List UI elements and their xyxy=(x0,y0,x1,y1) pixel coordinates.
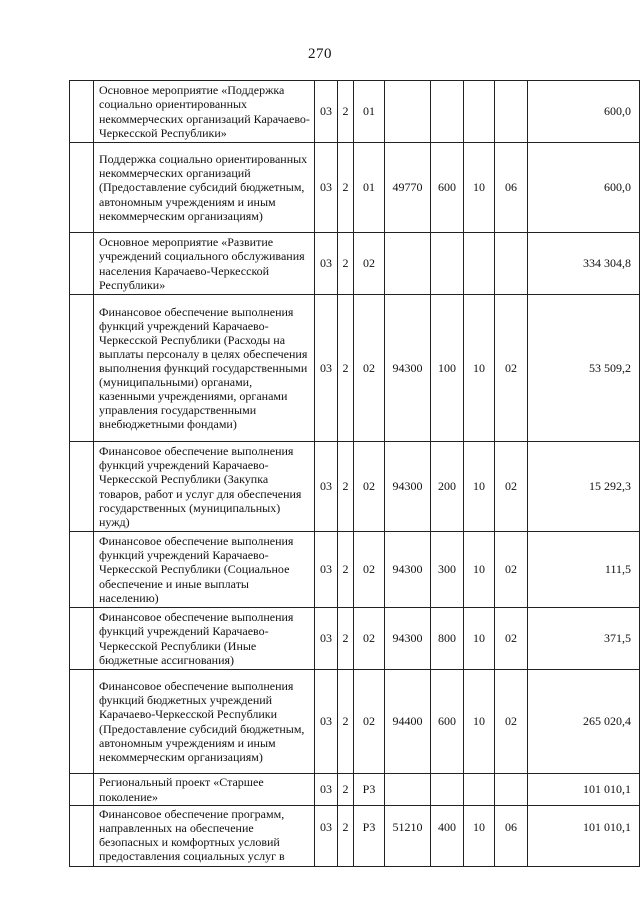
direction-code: 01 xyxy=(354,143,385,233)
program-code: 03 xyxy=(315,143,338,233)
row-index-cell xyxy=(70,608,94,670)
amount: 53 509,2 xyxy=(528,295,640,442)
row-name: Основное мероприятие «Развитие учреждений социального обслуживания населения Карачаево-Черкесской Республики» xyxy=(94,233,315,295)
amount: 334 304,8 xyxy=(528,233,640,295)
expense-code: 94300 xyxy=(385,442,431,532)
amount: 101 010,1 xyxy=(528,774,640,806)
program-code: 03 xyxy=(315,295,338,442)
direction-code: 01 xyxy=(354,81,385,143)
table-row xyxy=(70,442,640,532)
direction-code: 02 xyxy=(354,608,385,670)
section-code: 10 xyxy=(464,143,495,233)
expense-code: 94300 xyxy=(385,295,431,442)
amount: 111,5 xyxy=(528,532,640,608)
subsection-code: 06 xyxy=(495,806,528,867)
row-name: Поддержка социально ориентированных некоммерческих организаций (Предоставление субсидий бюджетным, автономным учреждениям и иным некоммерческим организациям) xyxy=(94,143,315,233)
table-row xyxy=(70,295,640,442)
subsection-code xyxy=(495,233,528,295)
subprogram-code: 2 xyxy=(338,774,354,806)
row-index-cell xyxy=(70,295,94,442)
row-index-cell xyxy=(70,143,94,233)
table-row xyxy=(70,81,640,143)
program-code: 03 xyxy=(315,608,338,670)
row-index-cell xyxy=(70,233,94,295)
subprogram-code: 2 xyxy=(338,81,354,143)
table-row xyxy=(70,806,640,867)
amount: 371,5 xyxy=(528,608,640,670)
expense-code: 94400 xyxy=(385,670,431,774)
program-code: 03 xyxy=(315,233,338,295)
subsection-code: 02 xyxy=(495,295,528,442)
subsection-code: 02 xyxy=(495,608,528,670)
subprogram-code: 2 xyxy=(338,532,354,608)
expense-type-code xyxy=(431,233,464,295)
row-name: Финансовое обеспечение программ, направленных на обеспечение безопасных и комфортных условий предоставления социальных услуг в xyxy=(94,806,315,867)
direction-code: 02 xyxy=(354,233,385,295)
section-code: 10 xyxy=(464,295,495,442)
direction-code: 02 xyxy=(354,442,385,532)
section-code xyxy=(464,233,495,295)
expense-type-code: 800 xyxy=(431,608,464,670)
amount: 265 020,4 xyxy=(528,670,640,774)
row-index-cell xyxy=(70,806,94,867)
table-row xyxy=(70,143,640,233)
row-name: Финансовое обеспечение выполнения функций учреждений Карачаево-Черкесской Республики (Иные бюджетные ассигнования) xyxy=(94,608,315,670)
program-code: 03 xyxy=(315,774,338,806)
subprogram-code: 2 xyxy=(338,233,354,295)
expense-type-code xyxy=(431,774,464,806)
row-index-cell xyxy=(70,532,94,608)
row-index-cell xyxy=(70,81,94,143)
subsection-code: 06 xyxy=(495,143,528,233)
subsection-code: 02 xyxy=(495,442,528,532)
direction-code: 02 xyxy=(354,670,385,774)
expense-code xyxy=(385,774,431,806)
expense-code: 94300 xyxy=(385,532,431,608)
page-number: 270 xyxy=(308,46,332,62)
table-row xyxy=(70,532,640,608)
table-row xyxy=(70,670,640,774)
section-code: 10 xyxy=(464,670,495,774)
section-code: 10 xyxy=(464,608,495,670)
subprogram-code: 2 xyxy=(338,143,354,233)
section-code: 10 xyxy=(464,806,495,867)
section-code: 10 xyxy=(464,532,495,608)
table-row xyxy=(70,233,640,295)
program-code: 03 xyxy=(315,670,338,774)
section-code: 10 xyxy=(464,442,495,532)
budget-table xyxy=(69,80,640,867)
amount: 600,0 xyxy=(528,143,640,233)
expense-type-code: 600 xyxy=(431,670,464,774)
amount: 101 010,1 xyxy=(528,806,640,867)
expense-code: 49770 xyxy=(385,143,431,233)
subprogram-code: 2 xyxy=(338,608,354,670)
row-index-cell xyxy=(70,774,94,806)
expense-code xyxy=(385,81,431,143)
subprogram-code: 2 xyxy=(338,442,354,532)
program-code: 03 xyxy=(315,532,338,608)
amount: 600,0 xyxy=(528,81,640,143)
expense-code: 94300 xyxy=(385,608,431,670)
direction-code: 02 xyxy=(354,295,385,442)
row-name: Финансовое обеспечение выполнения функций учреждений Карачаево-Черкесской Республики (Расходы на выплаты персоналу в целях обеспечения выполнения функций государственными (муниципальными) органами, казенными учреждениями, органами управления государственными внебюджетными фондами) xyxy=(94,295,315,442)
row-name: Основное мероприятие «Поддержка социально ориентированных некоммерческих организаций Карачаево-Черкесской Республики» xyxy=(94,81,315,143)
direction-code: P3 xyxy=(354,806,385,867)
table-row xyxy=(70,774,640,806)
expense-type-code: 100 xyxy=(431,295,464,442)
row-index-cell xyxy=(70,442,94,532)
expense-code: 51210 xyxy=(385,806,431,867)
subprogram-code: 2 xyxy=(338,806,354,867)
row-name: Финансовое обеспечение выполнения функций учреждений Карачаево-Черкесской Республики (Закупка товаров, работ и услуг для обеспечения государственных (муниципальных) нужд) xyxy=(94,442,315,532)
expense-type-code xyxy=(431,81,464,143)
expense-type-code: 300 xyxy=(431,532,464,608)
program-code: 03 xyxy=(315,442,338,532)
subprogram-code: 2 xyxy=(338,295,354,442)
expense-type-code: 600 xyxy=(431,143,464,233)
expense-type-code: 200 xyxy=(431,442,464,532)
program-code: 03 xyxy=(315,81,338,143)
subsection-code xyxy=(495,81,528,143)
expense-code xyxy=(385,233,431,295)
row-name: Финансовое обеспечение выполнения функций бюджетных учреждений Карачаево-Черкесской Республики (Предоставление субсидий бюджетным, автономным учреждениям и иным некоммерческим организациям) xyxy=(94,670,315,774)
subsection-code: 02 xyxy=(495,670,528,774)
subsection-code xyxy=(495,774,528,806)
subprogram-code: 2 xyxy=(338,670,354,774)
table-row xyxy=(70,608,640,670)
expense-type-code: 400 xyxy=(431,806,464,867)
direction-code: 02 xyxy=(354,532,385,608)
subsection-code: 02 xyxy=(495,532,528,608)
section-code xyxy=(464,81,495,143)
row-index-cell xyxy=(70,670,94,774)
direction-code: P3 xyxy=(354,774,385,806)
row-name: Финансовое обеспечение выполнения функций учреждений Карачаево-Черкесской Республики (Социальное обеспечение и иные выплаты населению) xyxy=(94,532,315,608)
row-name: Региональный проект «Старшее поколение» xyxy=(94,774,315,806)
section-code xyxy=(464,774,495,806)
program-code: 03 xyxy=(315,806,338,867)
amount: 15 292,3 xyxy=(528,442,640,532)
